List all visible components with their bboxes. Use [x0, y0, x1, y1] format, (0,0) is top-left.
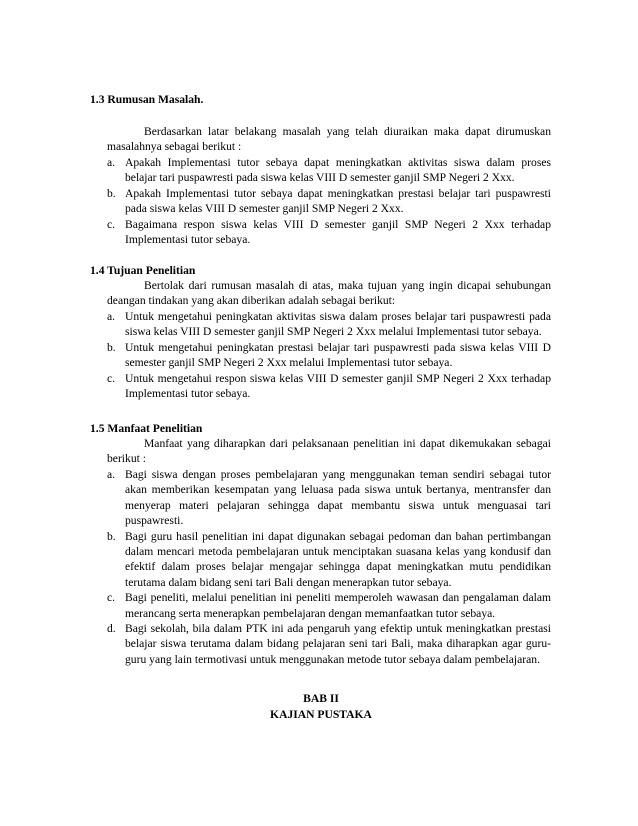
- section-intro-tujuan-penelitian: Bertolak dari rumusan masalah di atas, maka tujuan yang ingin dicapai sehubungan deangan tindakan yang akan diberikan adalah sebagai berikut:: [107, 279, 551, 308]
- list-item: a. Untuk mengetahui peningkatan aktivitas siswa dalam proses belajar tari puspawresti pada siswa kelas VIII D semester ganjil SMP Negeri 2 Xxx melalui Implementasi tutor sebaya.: [107, 310, 551, 339]
- list-item: b. Apakah Implementasi tutor sebaya dapat meningkatkan prestasi belajar tari puspawresti pada siswa kelas VIII D semester ganjil SMP Negeri 2 Xxx.: [107, 186, 551, 216]
- list-item: c. Bagi peneliti, melalui penelitian ini peneliti memperoleh wawasan dan pengalaman dalam merancang serta menerapkan pembelajaran dengan memanfaatkan tutor sebaya.: [107, 591, 551, 620]
- list-item: c. Bagaimana respon siswa kelas VIII D semester ganjil SMP Negeri 2 Xxx terhadap Implementasi tutor sebaya.: [107, 217, 551, 247]
- section-intro-manfaat-penelitian: Manfaat yang diharapkan dari pelaksanaan penelitian ini dapat dikemukakan sebagai berikut :: [107, 437, 551, 466]
- list-item: a. Bagi siswa dengan proses pembelajaran yang menggunakan teman sendiri sebagai tutor akan memberikan kesempatan yang leluasa pada siswa untuk bertanya, mentransfer dan menyerap materi pelajaran sehingga dapat membantu siswa untuk menguasai tari puspawresti.: [107, 468, 551, 528]
- chapter-number: BAB II: [303, 692, 339, 705]
- list-item: d. Bagi sekolah, bila dalam PTK ini ada pengaruh yang efektip untuk meningkatkan prestasi belajar siswa terutama dalam bidang pelajaran seni tari Bali, maka diharapkan agar guru-guru yang lain termotivasi untuk menggunakan metode tutor sebaya dalam pembelajaran.: [107, 622, 551, 666]
- list-item: a. Apakah Implementasi tutor sebaya dapat meningkatkan aktivitas siswa dalam proses belajar tari puspawresti pada siswa kelas VIII D semester ganjil SMP Negeri 2 Xxx.: [107, 156, 551, 185]
- chapter-title: KAJIAN PUSTAKA: [270, 708, 372, 721]
- list-rumusan-masalah: [107, 155, 551, 247]
- list-tujuan-penelitian: [107, 309, 551, 401]
- list-item: b. Bagi guru hasil penelitian ini dapat digunakan sebagai pedoman dan bahan pertimbangan dalam mencari metoda pembelajaran untuk menciptakan suasana kelas yang kondusif dan efektif dalam proses belajar mengajar sehingga dapat meningkatkan mutu pendidikan terutama dalam bidang seni tari Bali dengan menerapkan tutor sebaya.: [107, 529, 551, 589]
- list-item: c. Untuk mengetahui respon siswa kelas VIII D semester ganjil SMP Negeri 2 Xxx terhadap Implementasi tutor sebaya.: [107, 371, 551, 401]
- section-intro-rumusan-masalah: Berdasarkan latar belakang masalah yang telah diuraikan maka dapat dirumuskan masalahnya sebagai berikut :: [107, 125, 551, 154]
- section-heading-manfaat-penelitian: 1.5 Manfaat Penelitian: [90, 422, 203, 435]
- section-heading-tujuan-penelitian: 1.4 Tujuan Penelitian: [90, 264, 196, 277]
- list-item: b. Untuk mengetahui peningkatan prestasi belajar tari puspawresti pada siswa kelas VIII D semester ganjil SMP Negeri 2 Xxx melalui Implementasi tutor sebaya.: [107, 340, 551, 370]
- list-manfaat-penelitian: [107, 467, 551, 667]
- section-heading-rumusan-masalah: 1.3 Rumusan Masalah.: [90, 93, 204, 106]
